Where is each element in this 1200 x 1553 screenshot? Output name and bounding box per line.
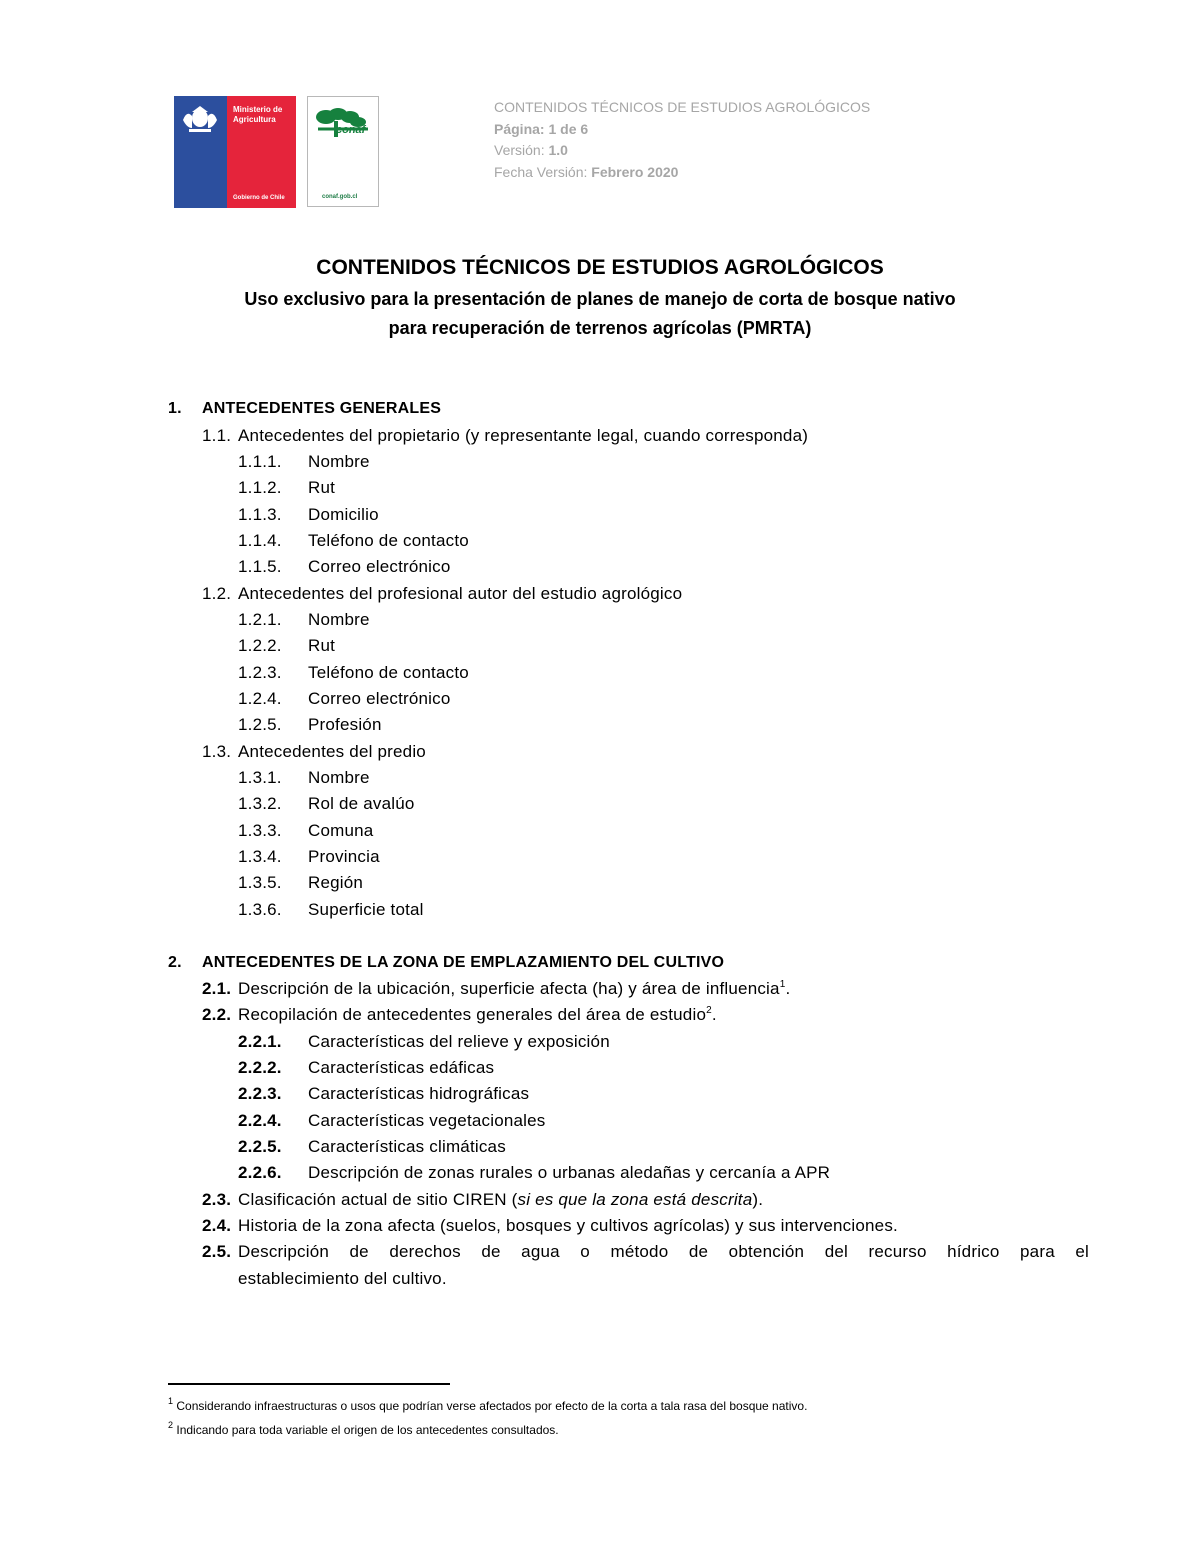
header-page-label: Página: <box>494 121 549 137</box>
subitem-number: 1.1.2. <box>238 478 282 497</box>
conaf-url: conaf.gob.cl <box>322 194 358 200</box>
conaf-wordmark: conaf <box>336 124 366 136</box>
footnote-reference[interactable]: 2 <box>706 1005 712 1016</box>
item-text-continuation: establecimiento del cultivo. <box>238 1269 447 1288</box>
subitem-text: Características edáficas <box>308 1058 495 1077</box>
subitem-number: 2.2.6. <box>238 1163 282 1182</box>
subitem-number: 1.3.3. <box>238 821 282 840</box>
ministerio-line2: Agricultura <box>233 115 276 124</box>
item-number: 1.3. <box>202 742 232 761</box>
subitem-text: Provincia <box>308 847 380 866</box>
subitem-number: 2.2.1. <box>238 1032 282 1051</box>
header-doc-title: CONTENIDOS TÉCNICOS DE ESTUDIOS AGROLÓGICOS <box>494 99 871 115</box>
document-subtitle-line1: Uso exclusivo para la presentación de planes de manejo de corta de bosque nativo <box>244 289 956 309</box>
subitem-text: Domicilio <box>308 505 379 524</box>
header-version-value: 1.0 <box>548 142 568 158</box>
item-text: Antecedentes del predio <box>238 742 426 761</box>
subitem-text: Nombre <box>308 768 370 787</box>
document-subtitle-line2: para recuperación de terrenos agrícolas (PMRTA) <box>388 318 812 338</box>
footnote-separator <box>168 1383 450 1385</box>
footnote-text: Indicando para toda variable el origen de los antecedentes consultados. <box>176 1423 559 1437</box>
subitem-number: 1.2.5. <box>238 715 282 734</box>
header-date-label: Fecha Versión: <box>494 164 592 180</box>
subitem-number: 1.3.5. <box>238 873 282 892</box>
chile-coat-of-arms-icon <box>179 102 221 138</box>
subitem-number: 1.1.1. <box>238 452 282 471</box>
item-number: 2.4. <box>202 1216 232 1235</box>
item-text: Historia de la zona afecta (suelos, bosques y cultivos agrícolas) y sus intervenciones. <box>238 1216 898 1235</box>
item-text: Antecedentes del profesional autor del estudio agrológico <box>238 584 683 603</box>
logo-blue-panel <box>174 96 227 208</box>
item-text: Descripción de derechos de agua o método de obtención del recurso hídrico para el <box>238 1242 1089 1261</box>
footnote <box>168 1422 559 1438</box>
ministerio-agricultura-logo <box>174 96 296 208</box>
item-number: 1.2. <box>202 584 232 603</box>
item-text: Recopilación de antecedentes generales del área de estudio <box>238 1005 707 1024</box>
footnote <box>168 1398 807 1414</box>
header-page-line <box>494 120 588 138</box>
header-version-label: Versión: <box>494 142 549 158</box>
item-text-justified <box>238 1241 1089 1263</box>
subitem-text: Características hidrográficas <box>308 1084 530 1103</box>
item-text-italic: si es que la zona está descrita <box>517 1190 753 1209</box>
item-text-tail: ). <box>752 1190 764 1209</box>
section-number: 1. <box>168 400 182 417</box>
subitem-text: Características climáticas <box>308 1137 506 1156</box>
subitem-number: 2.2.3. <box>238 1084 282 1103</box>
ministerio-line1: Ministerio de <box>233 105 283 114</box>
subitem-number: 2.2.5. <box>238 1137 282 1156</box>
section-title: ANTECEDENTES GENERALES <box>202 400 442 417</box>
subitem-number: 1.2.2. <box>238 636 282 655</box>
header-date-value: Febrero 2020 <box>591 164 679 180</box>
footnote-number: 2 <box>168 1420 174 1430</box>
subitem-number: 1.1.5. <box>238 557 282 576</box>
subitem-number: 1.1.4. <box>238 531 282 550</box>
item-number: 2.5. <box>202 1242 232 1261</box>
subitem-number: 2.2.2. <box>238 1058 282 1077</box>
subitem-number: 1.2.1. <box>238 610 282 629</box>
subitem-text: Comuna <box>308 821 374 840</box>
subitem-text: Descripción de zonas rurales o urbanas aledañas y cercanía a APR <box>308 1163 831 1182</box>
subitem-text: Teléfono de contacto <box>308 531 469 550</box>
subitem-text: Nombre <box>308 452 370 471</box>
subitem-text: Rut <box>308 478 336 497</box>
subitem-text: Características del relieve y exposición <box>308 1032 610 1051</box>
gobierno-label: Gobierno de Chile <box>233 195 285 201</box>
subitem-text: Teléfono de contacto <box>308 663 469 682</box>
item-number: 2.3. <box>202 1190 232 1209</box>
subitem-text: Profesión <box>308 715 382 734</box>
section-number: 2. <box>168 954 182 971</box>
header-date-line <box>494 163 678 181</box>
subitem-number: 1.3.6. <box>238 900 282 919</box>
header-version-line <box>494 141 568 159</box>
subitem-text: Rut <box>308 636 336 655</box>
subitem-number: 1.3.2. <box>238 794 282 813</box>
subitem-number: 1.3.4. <box>238 847 282 866</box>
item-text: Antecedentes del propietario (y representante legal, cuando corresponda) <box>238 426 809 445</box>
section-title: ANTECEDENTES DE LA ZONA DE EMPLAZAMIENTO DEL CULTIVO <box>202 954 725 971</box>
subitem-number: 1.2.4. <box>238 689 282 708</box>
subitem-text: Correo electrónico <box>308 689 451 708</box>
item-text: Descripción de la ubicación, superficie afecta (ha) y área de influencia <box>238 979 780 998</box>
subitem-number: 2.2.4. <box>238 1111 282 1130</box>
item-text-group <box>238 1189 763 1211</box>
document-title: CONTENIDOS TÉCNICOS DE ESTUDIOS AGROLÓGICOS <box>316 256 884 279</box>
subitem-number: 1.1.3. <box>238 505 282 524</box>
subitem-number: 1.2.3. <box>238 663 282 682</box>
subitem-text: Región <box>308 873 364 892</box>
conaf-logo <box>307 96 379 207</box>
footnote-text: Considerando infraestructuras o usos que podrían verse afectados por efecto de la corta a tala rasa del bosque nativo. <box>176 1399 808 1413</box>
subitem-text: Rol de avalúo <box>308 794 415 813</box>
subitem-text: Correo electrónico <box>308 557 451 576</box>
item-text-tail: . <box>785 979 791 998</box>
item-text-group <box>238 978 790 1000</box>
header-page-value: 1 de 6 <box>548 121 589 137</box>
item-number: 2.2. <box>202 1005 232 1024</box>
subitem-text: Superficie total <box>308 900 424 919</box>
footnote-reference[interactable]: 1 <box>779 979 786 990</box>
subitem-text: Nombre <box>308 610 370 629</box>
subitem-number: 1.3.1. <box>238 768 282 787</box>
item-text-group <box>238 1004 717 1026</box>
item-text: Clasificación actual de sitio CIREN ( <box>238 1190 518 1209</box>
footnote-number: 1 <box>168 1396 174 1406</box>
subitem-text: Características vegetacionales <box>308 1111 546 1130</box>
item-number: 2.1. <box>202 979 232 998</box>
logo-red-panel <box>227 96 296 208</box>
item-number: 1.1. <box>202 426 232 445</box>
item-text-tail: . <box>711 1005 717 1024</box>
